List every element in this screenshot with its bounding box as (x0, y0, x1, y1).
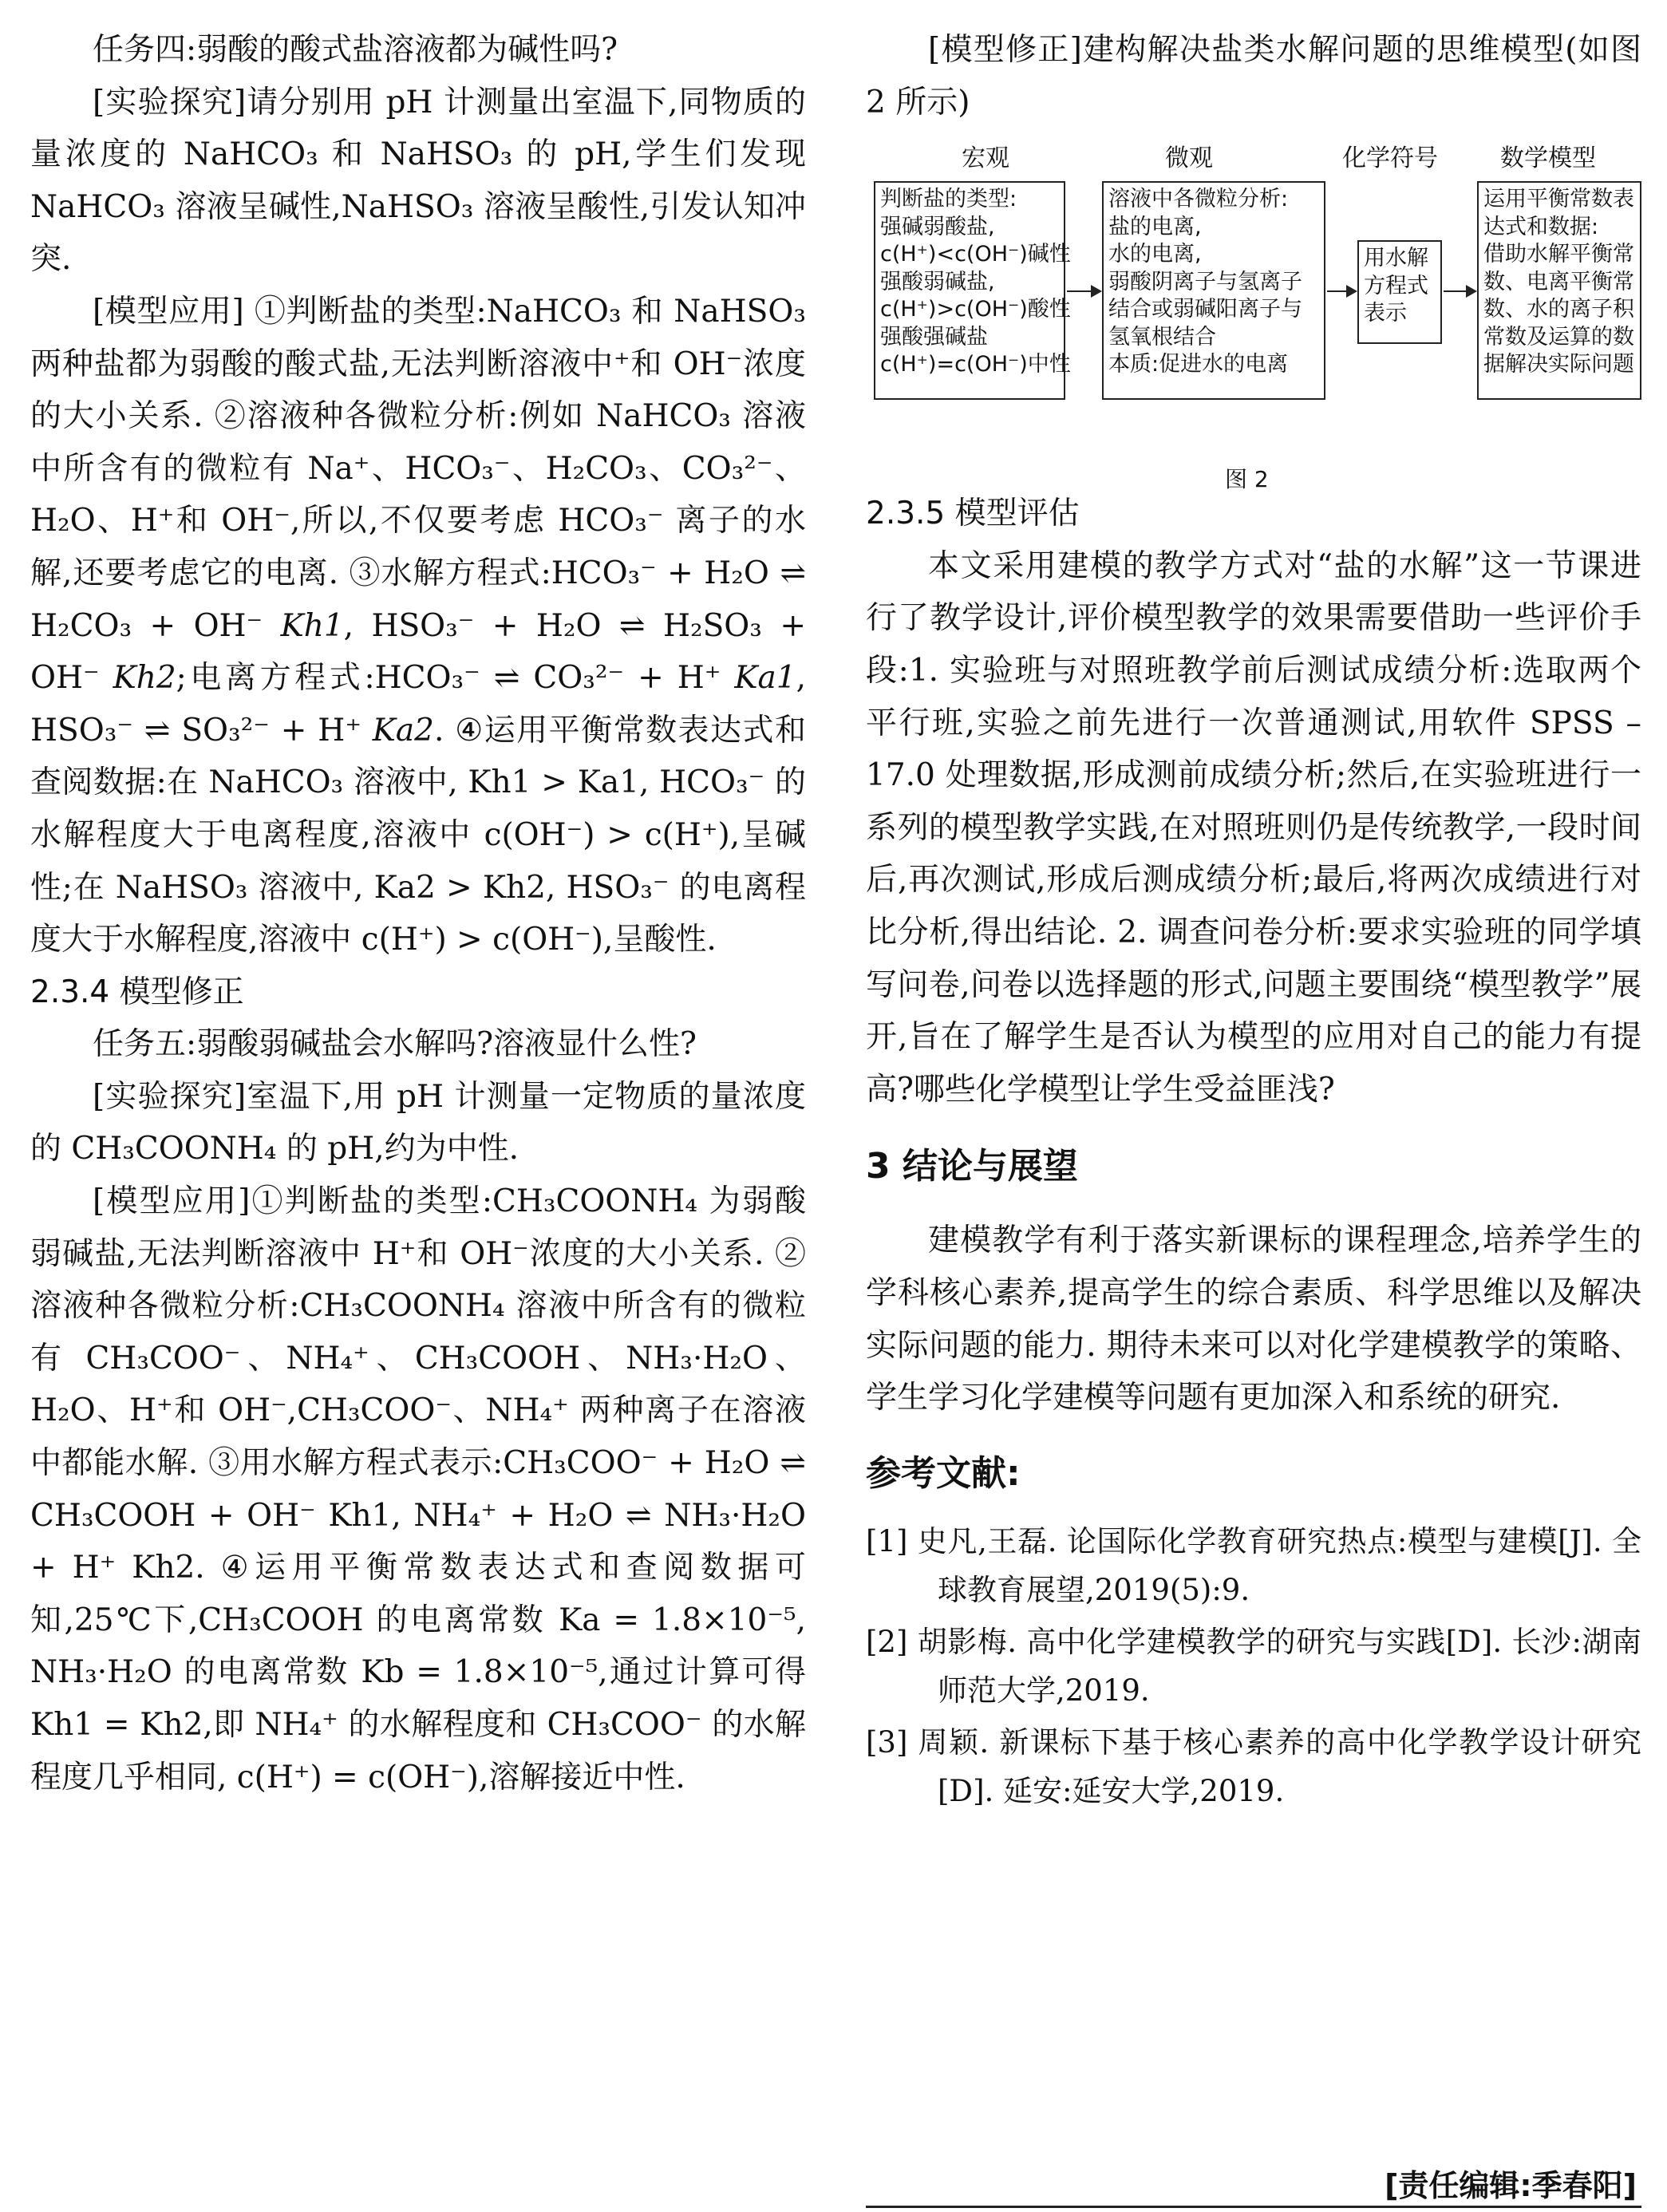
section-2-3-5-heading: 2.3.5 模型评估 (866, 496, 1080, 532)
section-2-3-4-heading: 2.3.4 模型修正 (30, 974, 244, 1010)
kh2-label: Kh2 (113, 660, 176, 697)
task4-app-part-d: , HSO₃⁻ ⇌ SO₃²⁻ + H⁺ (30, 660, 806, 749)
left-column (30, 24, 806, 1803)
task4-app-part-e: . ④运用平衡常数表达式和查阅数据:在 NaHCO₃ 溶液中, Kh1 > Ka1, HCO₃⁻ 的水解程度大于电离程度,溶液中 c(OH⁻) > c(H⁺),呈碱性;在 NaHSO₃ 溶液中, Ka2 > Kh2, HSO₃⁻ 的电离程度大于水解程度,溶液中 c(H⁺) > c(OH⁻),呈酸性. (30, 712, 806, 958)
task5-title: 任务五:弱酸弱碱盐会水解吗?溶液显什么性? (93, 1026, 697, 1063)
reference-item: [2] 胡影梅. 高中化学建模教学的研究与实践[D]. 长沙:湖南师范大学,2019. (866, 1624, 1641, 1708)
ka2-label: Ka2 (372, 712, 434, 749)
box-math-line: 运用平衡常数表 (1483, 187, 1634, 212)
kh1-label: Kh1 (280, 607, 344, 644)
right-column (866, 24, 1641, 1819)
box-macro-line: 强酸强碱盐 (880, 324, 988, 350)
footer-rule (866, 2206, 1641, 2208)
box-micro-line: 本质:促进水的电离 (1108, 352, 1289, 377)
evaluation-paragraph: 本文采用建模的教学方式对“盐的水解”这一节课进行了教学设计,评价模型教学的效果需要借助一些评价手段:1. 实验班与对照班教学前后测试成绩分析:选取两个平行班,实验之前先进行一次普通测试,用软件 SPSS – 17.0 处理数据,形成测前成绩分析;然后,在实验班进行一系列的模型教学实践,在对照班则仍是传统教学,一段时间后,再次测试,形成后测成绩分析;最后,将两次成绩进行对比分析,得出结论. 2. 调查问卷分析:要求实验班的同学填写问卷,问卷以选择题的形式,问题主要围绕“模型教学”展开,旨在了解学生是否认为模型的应用对自己的能力有提高?哪些化学模型让学生受益匪浅? (866, 547, 1641, 1108)
arrow-2 (1327, 290, 1356, 292)
task5-experiment: [实验探究]室温下,用 pH 计测量一定物质的量浓度的 CH₃COONH₄ 的 pH,约为中性. (30, 1078, 806, 1167)
box-macro-line: 判断盐的类型: (880, 187, 1017, 212)
box-macro-line: c(H⁺)<c(OH⁻)碱性 (880, 242, 1071, 267)
box-micro-line: 结合或弱碱阳离子与 (1108, 297, 1302, 322)
box-macro-line: 强碱弱酸盐, (880, 214, 995, 239)
box-micro (1102, 181, 1325, 400)
box-micro-line: 弱酸阴离子与氢离子 (1108, 269, 1302, 294)
task5-model-application: [模型应用]①判断盐的类型:CH₃COONH₄ 为弱酸弱碱盐,无法判断溶液中 H⁺和 OH⁻浓度的大小关系. ②溶液种各微粒分析:CH₃COONH₄ 溶液中所含有的微粒有 CH₃COO⁻、NH₄⁺、CH₃COOH、NH₃·H₂O、H₂O、H⁺和 OH⁻,CH₃COO⁻、NH₄⁺ 两种离子在溶液中都能水解. ③用水解方程式表示:CH₃COO⁻ + H₂O ⇌ CH₃COOH + OH⁻ Kh1, NH₄⁺ + H₂O ⇌ NH₃·H₂O + H⁺ Kh2. ④运用平衡常数表达式和查阅数据可知,25℃下,CH₃COOH 的电离常数 Ka = 1.8×10⁻⁵, NH₃·H₂O 的电离常数 Kb = 1.8×10⁻⁵,通过计算可得 Kh1 = Kh2,即 NH₄⁺ 的水解程度和 CH₃COO⁻ 的水解程度几乎相同, c(H⁺) = c(OH⁻),溶解接近中性. (30, 1183, 806, 1795)
box-macro-line: c(H⁺)=c(OH⁻)中性 (880, 352, 1071, 377)
box-symbol-line: 表示 (1364, 301, 1407, 326)
reference-item: [3] 周颖. 新课标下基于核心素养的高中化学教学设计研究[D]. 延安:延安大学,2019. (866, 1724, 1641, 1808)
figure-2-thinking-model (866, 138, 1641, 493)
task4-app-part-c: ;电离方程式:HCO₃⁻ ⇌ CO₃²⁻ + H⁺ (176, 660, 721, 697)
section-3-heading: 3 结论与展望 (866, 1146, 1078, 1187)
task4-app-part-a: [模型应用] ①判断盐的类型:NaHCO₃ 和 NaHSO₃ 两种盐都为弱酸的酸式盐,无法判断溶液中⁺和 OH⁻浓度的大小关系. ②溶液种各微粒分析:例如 NaHCO₃ 溶液中所含有的微粒有 Na⁺、HCO₃⁻、H₂CO₃、CO₃²⁻、H₂O、H⁺和 OH⁻,所以,不仅要考虑 HCO₃⁻ 离子的水解,还要考虑它的电离. ③水解方程式:HCO₃⁻ + H₂O ⇌ H₂CO₃ + OH⁻ (30, 293, 806, 644)
reference-item: [1] 史凡,王磊. 论国际化学教育研究热点:模型与建模[J]. 全球教育展望,2019(5):9. (866, 1523, 1641, 1607)
model-fix-paragraph: [模型修正]建构解决盐类水解问题的思维模型(如图 2 所示) (866, 32, 1641, 120)
figure-caption: 图 2 (1225, 466, 1269, 493)
box-micro-line: 盐的电离, (1108, 214, 1202, 239)
box-math-line: 达式和数据: (1483, 214, 1599, 239)
box-symbol (1357, 240, 1442, 344)
figure-header-macro: 宏观 (962, 144, 1009, 173)
box-macro (874, 181, 1071, 400)
box-symbol-line: 方程式 (1364, 273, 1428, 298)
box-math-line: 常数及运算的数 (1483, 324, 1634, 350)
box-macro-line: 强酸弱碱盐, (880, 269, 995, 294)
ka1-label: Ka1 (734, 660, 796, 697)
conclusion-paragraph: 建模教学有利于落实新课标的课程理念,培养学生的学科核心素养,提高学生的综合素质、科学思维以及解决实际问题的能力. 期待未来可以对化学建模教学的策略、学生学习化学建模等问题有更加深入和系统的研究. (866, 1223, 1641, 1416)
box-macro-line: c(H⁺)>c(OH⁻)酸性 (880, 297, 1071, 322)
box-math-line: 数、水的离子积 (1483, 297, 1634, 322)
task4-model-application (30, 286, 806, 966)
box-math (1477, 181, 1641, 400)
task4-app-part-b: , HSO₃⁻ + H₂O ⇌ H₂SO₃ + OH⁻ (30, 607, 806, 697)
task4-experiment: [实验探究]请分别用 pH 计测量出室温下,同物质的量浓度的 NaHCO₃ 和 NaHSO₃ 的 pH,学生们发现 NaHCO₃ 溶液呈碱性,NaHSO₃ 溶液呈酸性,引发认知冲突. (30, 84, 806, 278)
box-symbol-line: 用水解 (1364, 246, 1428, 271)
box-math-line: 数、电离平衡常 (1483, 269, 1634, 294)
figure-header-symbol: 化学符号 (1342, 144, 1438, 173)
arrow-3 (1444, 290, 1475, 292)
responsible-editor: [责任编辑:季春阳] (1385, 2168, 1637, 2203)
box-math-line: 借助水解平衡常 (1483, 242, 1634, 267)
references-heading: 参考文献: (866, 1452, 1021, 1494)
box-micro-line: 溶液中各微粒分析: (1108, 187, 1289, 212)
box-math-line: 据解决实际问题 (1483, 352, 1634, 377)
figure-header-math: 数学模型 (1500, 144, 1596, 173)
box-micro-line: 水的电离, (1108, 242, 1202, 267)
arrow-1 (1067, 290, 1100, 292)
figure-header-micro: 微观 (1165, 144, 1213, 173)
box-micro-line: 氢氧根结合 (1108, 324, 1216, 350)
task4-title: 任务四:弱酸的酸式盐溶液都为碱性吗? (93, 32, 618, 68)
